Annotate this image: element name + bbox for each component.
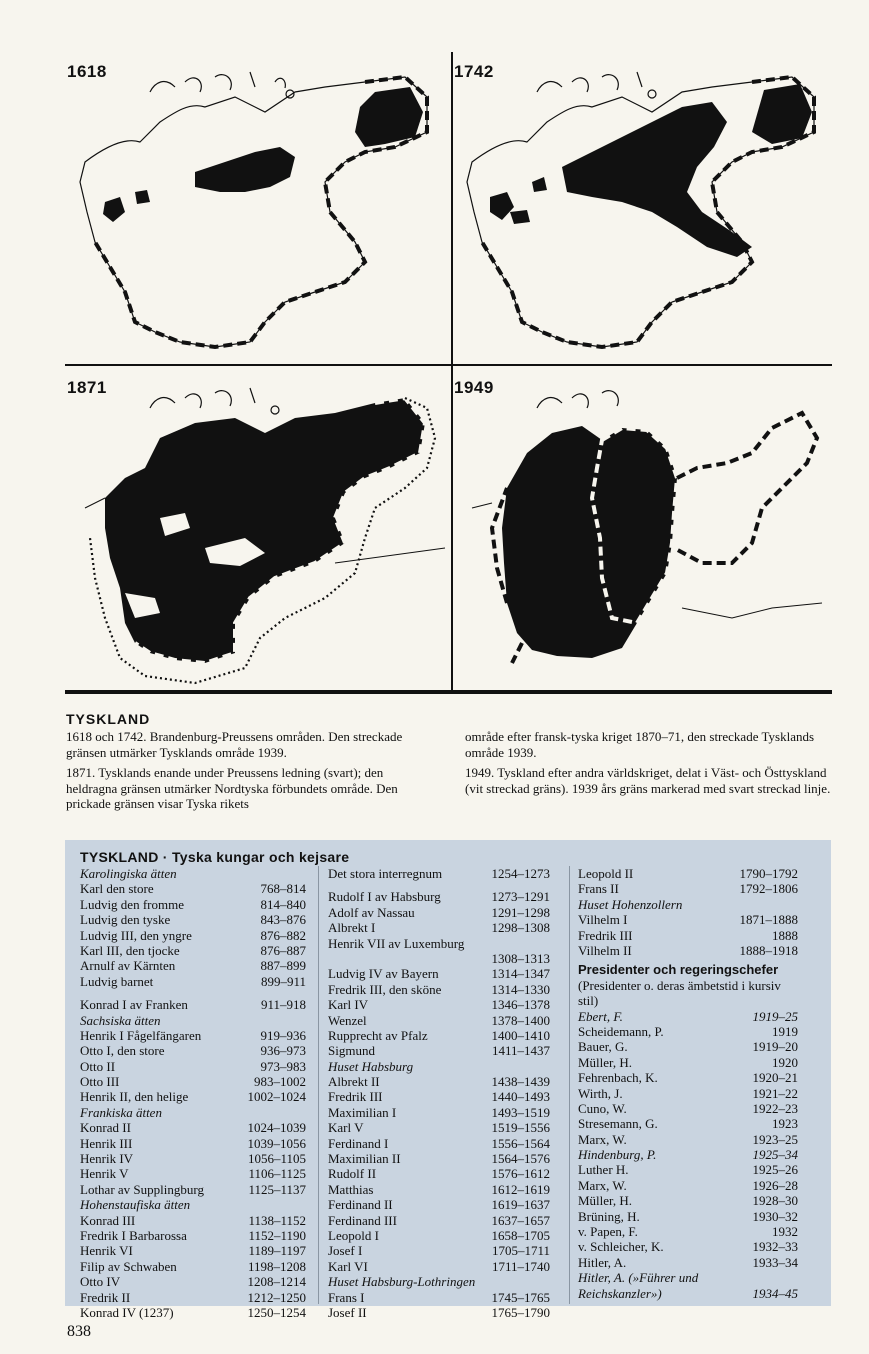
- ruler-name: Fredrik III: [328, 1089, 383, 1105]
- ruler-row: [578, 1101, 798, 1116]
- ruler-years: 1934–45: [752, 1285, 798, 1301]
- ruler-years: 1919: [772, 1023, 798, 1039]
- ruler-row: [328, 1197, 550, 1212]
- ruler-years: 1612–1619: [491, 1181, 550, 1197]
- ruler-years: 1208–1214: [247, 1274, 306, 1290]
- ruler-name: v. Papen, F.: [578, 1224, 638, 1240]
- caption-paragraph: 1871. Tysklands enande under Preussens ledning (svart); den heldragna gränsen utmärker Nordtyska förbundets område. Den prickade gränsen visar Tyska rikets: [66, 765, 398, 811]
- ruler-row: [80, 1228, 306, 1243]
- ruler-years: 1922–23: [752, 1100, 798, 1116]
- ruler-name: Sigmund: [328, 1043, 375, 1059]
- ruler-years: 1308–1313: [491, 950, 550, 966]
- ruler-name: Ferdinand III: [328, 1212, 397, 1228]
- ruler-years: 1925–34: [752, 1147, 798, 1163]
- ruler-name: Henrik IV: [80, 1151, 134, 1167]
- ruler-row: [328, 920, 550, 935]
- map-grid: [65, 52, 832, 692]
- ruler-row: [80, 943, 306, 958]
- ruler-years: 1930–32: [752, 1208, 798, 1224]
- ruler-years: 1438–1439: [491, 1074, 550, 1090]
- ruler-name: Karl den store: [80, 881, 154, 897]
- ruler-name: Karl III, den tjocke: [80, 942, 180, 958]
- ruler-name: Hindenburg, P.: [578, 1147, 657, 1163]
- ruler-years: 1378–1400: [491, 1012, 550, 1028]
- ruler-name: Henrik III: [80, 1135, 133, 1151]
- map-1949: [452, 368, 835, 686]
- table-title: TYSKLAND · Tyska kungar och kejsare: [80, 849, 350, 865]
- ruler-row: [578, 1286, 798, 1301]
- ruler-years: 1765–1790: [491, 1304, 550, 1320]
- ruler-name: Reichskanzler»): [578, 1285, 662, 1301]
- ruler-row: [328, 1228, 550, 1243]
- ruler-row: [328, 1166, 550, 1181]
- dynasty-heading: [80, 866, 306, 881]
- ruler-name: Ludvig IV av Bayern: [328, 966, 439, 982]
- ruler-row: [80, 1151, 306, 1166]
- ruler-years: 1705–1711: [491, 1243, 550, 1259]
- ruler-years: 983–1002: [254, 1074, 306, 1090]
- ruler-row: [80, 1136, 306, 1151]
- ruler-row: [578, 1116, 798, 1131]
- ruler-row: [80, 1182, 306, 1197]
- ruler-row: [578, 1239, 798, 1254]
- ruler-name: Otto IV: [80, 1274, 121, 1290]
- ruler-years: 1273–1291: [491, 889, 550, 905]
- ruler-name: Henrik VI: [80, 1243, 133, 1259]
- map-year-label: 1618: [67, 62, 107, 81]
- ruler-row: [80, 1059, 306, 1074]
- ruler-years: 1919–25: [752, 1008, 798, 1024]
- ruler-name: Fredrik III, den sköne: [328, 981, 442, 997]
- ruler-name: Müller, H.: [578, 1193, 632, 1209]
- ruler-row: [328, 866, 550, 881]
- ruler-name: v. Schleicher, K.: [578, 1239, 664, 1255]
- dynasty-heading: [80, 1105, 306, 1120]
- ruler-row: [80, 974, 306, 989]
- ruler-years: 1619–1637: [491, 1197, 550, 1213]
- ruler-name: Konrad III: [80, 1212, 136, 1228]
- ruler-row: [80, 1213, 306, 1228]
- ruler-name: Henrik V: [80, 1166, 129, 1182]
- ruler-years: 1138–1152: [248, 1212, 306, 1228]
- ruler-name: Fredrik I Barbarossa: [80, 1227, 187, 1243]
- ruler-row: [80, 1028, 306, 1043]
- ruler-years: 843–876: [260, 912, 306, 928]
- caption-heading: TYSKLAND: [66, 711, 151, 727]
- ruler-name: Rupprecht av Pfalz: [328, 1027, 428, 1043]
- ruler-years: 1002–1024: [247, 1089, 306, 1105]
- ruler-row: [80, 1305, 306, 1320]
- ruler-years: 1346–1378: [491, 997, 550, 1013]
- ruler-years: 1926–28: [752, 1177, 798, 1193]
- map-1742: [452, 52, 835, 370]
- ruler-years: 1411–1437: [491, 1043, 550, 1059]
- ruler-name: Filip av Schwaben: [80, 1258, 177, 1274]
- map-year-label: 1949: [454, 378, 494, 397]
- caption-paragraph: 1949. Tyskland efter andra världskriget, delat i Väst- och Östtyskland (vit streckad gräns). 1939 års gräns markerad med svart streckad linje.: [465, 765, 831, 796]
- ruler-years: 1152–1190: [248, 1227, 306, 1243]
- ruler-row: [328, 1013, 550, 1028]
- ruler-years: 1125–1137: [248, 1181, 306, 1197]
- ruler-name: Det stora interregnum: [328, 866, 443, 881]
- ruler-row: [328, 1136, 550, 1151]
- ruler-row: [328, 1259, 550, 1274]
- ruler-row: [328, 1305, 550, 1320]
- ruler-years: 1711–1740: [491, 1258, 550, 1274]
- ruler-row: [328, 1043, 550, 1058]
- ruler-row: [578, 1070, 798, 1085]
- ruler-row: [578, 1224, 798, 1239]
- ruler-years: 1871–1888: [739, 912, 798, 928]
- map-1618: [65, 52, 448, 370]
- ruler-row: [578, 1009, 798, 1024]
- ruler-name: Frans II: [578, 881, 619, 897]
- ruler-name: Ludvig barnet: [80, 973, 154, 989]
- ruler-row: [328, 1105, 550, 1120]
- table-column-1: [80, 866, 306, 1320]
- ruler-row: [328, 982, 550, 997]
- ruler-years: 919–936: [260, 1027, 306, 1043]
- ruler-row: [328, 1074, 550, 1089]
- ruler-row: [80, 1290, 306, 1305]
- ruler-years: 899–911: [260, 973, 306, 989]
- ruler-row: [328, 1213, 550, 1228]
- ruler-years: 1189–1197: [248, 1243, 306, 1259]
- presidents-note: (Presidenter o. deras ämbetstid i kursiv stil): [578, 977, 781, 1009]
- ruler-name: Frans I: [328, 1289, 365, 1305]
- ruler-years: 1250–1254: [247, 1304, 306, 1320]
- ruler-row: [578, 1132, 798, 1147]
- ruler-row: [578, 1255, 798, 1270]
- ruler-name: Scheidemann, P.: [578, 1023, 664, 1039]
- ruler-years: 876–882: [260, 927, 306, 943]
- ruler-row: [80, 1259, 306, 1274]
- ruler-row: [80, 912, 306, 927]
- map-1949-drawing: [452, 368, 835, 686]
- ruler-years: 1745–1765: [491, 1289, 550, 1305]
- ruler-row: [578, 1193, 798, 1208]
- ruler-years: 1790–1792: [739, 866, 798, 881]
- ruler-name: Huset Habsburg-Lothringen: [328, 1274, 476, 1290]
- ruler-row: [80, 1243, 306, 1258]
- map-divider-vertical: [451, 52, 453, 692]
- ruler-name: Cuno, W.: [578, 1100, 627, 1116]
- map-1871: [65, 368, 448, 686]
- table-column-3: [578, 866, 798, 1301]
- ruler-row: [80, 897, 306, 912]
- ruler-years: 1637–1657: [491, 1212, 550, 1228]
- ruler-years: 1888–1918: [739, 942, 798, 958]
- ruler-years: 911–918: [260, 997, 306, 1013]
- ruler-years: 1314–1347: [491, 966, 550, 982]
- caption-right: [465, 729, 831, 801]
- ruler-row: [578, 881, 798, 896]
- ruler-years: 1564–1576: [491, 1151, 550, 1167]
- ruler-name: Rudolf II: [328, 1166, 377, 1182]
- ruler-years: 1212–1250: [247, 1289, 306, 1305]
- ruler-years: 936–973: [260, 1043, 306, 1059]
- ruler-row: [80, 1274, 306, 1289]
- dynasty-heading: [80, 1013, 306, 1028]
- ruler-name: Fredrik II: [80, 1289, 131, 1305]
- ruler-name: Vilhelm I: [578, 912, 628, 928]
- ruler-row: [328, 905, 550, 920]
- ruler-name: Wenzel: [328, 1012, 367, 1028]
- ruler-years: 887–899: [260, 958, 306, 974]
- ruler-row: [328, 1243, 550, 1258]
- ruler-name: Karolingiska ätten: [80, 866, 177, 881]
- ruler-years: 1932: [772, 1224, 798, 1240]
- hohenzollern-list: [578, 866, 798, 958]
- ruler-name: Stresemann, G.: [578, 1116, 658, 1132]
- ruler-row: [578, 1178, 798, 1193]
- ruler-row: [80, 997, 306, 1012]
- ruler-years: 1933–34: [752, 1254, 798, 1270]
- ruler-name: Albrekt II: [328, 1074, 380, 1090]
- ruler-years: 1400–1410: [491, 1027, 550, 1043]
- ruler-years: 973–983: [260, 1058, 306, 1074]
- ruler-row: [80, 1074, 306, 1089]
- ruler-years: 1928–30: [752, 1193, 798, 1209]
- ruler-years: 1493–1519: [491, 1104, 550, 1120]
- ruler-years: 1925–26: [752, 1162, 798, 1178]
- ruler-years: 1056–1105: [247, 1151, 306, 1167]
- ruler-name: Müller, H.: [578, 1054, 632, 1070]
- table-column-2: [328, 866, 550, 1320]
- ruler-years: 814–840: [260, 896, 306, 912]
- caption-paragraph: 1618 och 1742. Brandenburg-Preussens områden. Den streckade gränsen utmärker Tysklands område 1939.: [66, 729, 403, 760]
- ruler-row: [578, 1024, 798, 1039]
- ruler-row: [578, 1209, 798, 1224]
- ruler-name: Maximilian I: [328, 1104, 397, 1120]
- ruler-name: Fehrenbach, K.: [578, 1070, 658, 1086]
- ruler-name: Wirth, J.: [578, 1085, 623, 1101]
- ruler-row: [80, 958, 306, 973]
- presidents-list: [578, 1009, 798, 1301]
- ruler-name: Sachsiska ätten: [80, 1012, 161, 1028]
- ruler-name: Bauer, G.: [578, 1039, 628, 1055]
- spacer: [80, 989, 306, 997]
- ruler-row: [328, 1290, 550, 1305]
- ruler-name: Vilhelm II: [578, 942, 632, 958]
- ruler-years: 1923: [772, 1116, 798, 1132]
- dynasty-heading: [80, 1197, 306, 1212]
- page-number: 838: [67, 1323, 91, 1340]
- ruler-name: Karl IV: [328, 997, 369, 1013]
- ruler-row: [328, 1028, 550, 1043]
- ruler-years: 1576–1612: [491, 1166, 550, 1182]
- map-1618-drawing: [65, 52, 448, 362]
- presidents-heading: Presidenter och regeringschefer: [578, 962, 779, 978]
- ruler-name: Josef II: [328, 1304, 367, 1320]
- ruler-years: 1932–33: [752, 1239, 798, 1255]
- ruler-name: Huset Habsburg: [328, 1058, 414, 1074]
- ruler-years: 1920: [772, 1054, 798, 1070]
- ruler-years: 1792–1806: [739, 881, 798, 897]
- ruler-row: [328, 1089, 550, 1104]
- ruler-years: 1923–25: [752, 1131, 798, 1147]
- ruler-row: [578, 1270, 798, 1285]
- ruler-row: [328, 997, 550, 1012]
- ruler-name: Hitler, A.: [578, 1254, 627, 1270]
- dynasty-heading: [328, 1274, 550, 1289]
- ruler-row: [328, 951, 550, 966]
- ruler-row: [328, 936, 550, 951]
- ruler-years: 1254–1273: [491, 866, 550, 881]
- caption-left: [66, 729, 421, 817]
- caption-paragraph: område efter fransk-tyska kriget 1870–71, den streckade Tysklands område 1939.: [465, 729, 815, 760]
- ruler-years: 1314–1330: [491, 981, 550, 997]
- dynasty-heading: [328, 1059, 550, 1074]
- map-1871-drawing: [65, 368, 448, 686]
- ruler-row: [328, 966, 550, 981]
- ruler-years: 1920–21: [752, 1070, 798, 1086]
- ruler-row: [328, 1182, 550, 1197]
- ruler-row: [80, 1089, 306, 1104]
- ruler-name: Huset Hohenzollern: [578, 896, 683, 912]
- ruler-row: [80, 881, 306, 896]
- ruler-row: [328, 1151, 550, 1166]
- ruler-years: 1919–20: [752, 1039, 798, 1055]
- ruler-name: Marx, W.: [578, 1131, 627, 1147]
- ruler-row: [328, 1120, 550, 1135]
- ruler-name: Henrik VII av Luxemburg: [328, 935, 465, 951]
- ruler-name: Otto II: [80, 1058, 116, 1074]
- ruler-years: 1198–1208: [247, 1258, 306, 1274]
- ruler-name: Maximilian II: [328, 1151, 401, 1167]
- ruler-name: Karl VI: [328, 1258, 368, 1274]
- caption-rule: [65, 690, 832, 694]
- ruler-name: Konrad II: [80, 1120, 131, 1136]
- ruler-years: 1921–22: [752, 1085, 798, 1101]
- ruler-name: Konrad I av Franken: [80, 997, 188, 1013]
- ruler-row: [80, 928, 306, 943]
- ruler-years: 1291–1298: [491, 904, 550, 920]
- ruler-name: Albrekt I: [328, 920, 376, 936]
- ruler-name: Josef I: [328, 1243, 363, 1259]
- ruler-name: Henrik II, den helige: [80, 1089, 189, 1105]
- ruler-name: Hohenstaufiska ätten: [80, 1197, 191, 1213]
- dynasty-heading: [578, 897, 798, 912]
- ruler-years: 1440–1493: [491, 1089, 550, 1105]
- map-1742-drawing: [452, 52, 835, 362]
- ruler-name: Ludvig den fromme: [80, 896, 184, 912]
- ruler-name: Otto I, den store: [80, 1043, 165, 1059]
- ruler-name: Lothar av Supplingburg: [80, 1181, 204, 1197]
- ruler-years: 1106–1125: [248, 1166, 306, 1182]
- ruler-row: [578, 943, 798, 958]
- ruler-row: [80, 1120, 306, 1135]
- ruler-years: 876–887: [260, 942, 306, 958]
- ruler-row: [578, 866, 798, 881]
- ruler-years: 768–814: [260, 881, 306, 897]
- column-divider: [318, 866, 319, 1304]
- map-divider-horizontal: [65, 364, 832, 366]
- ruler-row: [578, 928, 798, 943]
- ruler-name: Ludvig III, den yngre: [80, 927, 192, 943]
- ruler-row: [578, 1147, 798, 1162]
- ruler-years: 1298–1308: [491, 920, 550, 936]
- ruler-name: Luther H.: [578, 1162, 629, 1178]
- ruler-row: [578, 1162, 798, 1177]
- ruler-years: 1519–1556: [491, 1120, 550, 1136]
- map-year-label: 1871: [67, 378, 107, 397]
- ruler-name: Adolf av Nassau: [328, 904, 415, 920]
- ruler-name: Marx, W.: [578, 1177, 627, 1193]
- ruler-name: Ludvig den tyske: [80, 912, 171, 928]
- map-year-label: 1742: [454, 62, 494, 81]
- ruler-row: [328, 889, 550, 904]
- ruler-name: Fredrik III: [578, 927, 633, 943]
- ruler-name: Leopold I: [328, 1227, 379, 1243]
- ruler-row: [80, 1043, 306, 1058]
- ruler-years: 1024–1039: [247, 1120, 306, 1136]
- ruler-name: Matthias: [328, 1181, 374, 1197]
- ruler-row: [578, 1086, 798, 1101]
- ruler-name: Arnulf av Kärnten: [80, 958, 176, 974]
- ruler-years: 1556–1564: [491, 1135, 550, 1151]
- ruler-name: Leopold II: [578, 866, 634, 881]
- ruler-name: Ferdinand I: [328, 1135, 389, 1151]
- column-divider: [569, 866, 570, 1304]
- ruler-name: Hitler, A. (»Führer und: [578, 1270, 699, 1286]
- ruler-name: Rudolf I av Habsburg: [328, 889, 441, 905]
- ruler-row: [578, 1055, 798, 1070]
- spacer: [328, 881, 550, 889]
- ruler-name: Konrad IV (1237): [80, 1304, 174, 1320]
- ruler-row: [80, 1166, 306, 1181]
- ruler-years: 1658–1705: [491, 1227, 550, 1243]
- ruler-name: Karl V: [328, 1120, 364, 1136]
- ruler-years: 1888: [772, 927, 798, 943]
- ruler-name: Otto III: [80, 1074, 120, 1090]
- ruler-name: Brüning, H.: [578, 1208, 640, 1224]
- ruler-row: [578, 912, 798, 927]
- ruler-name: Ferdinand II: [328, 1197, 393, 1213]
- ruler-name: Frankiska ätten: [80, 1104, 162, 1120]
- ruler-row: [578, 1039, 798, 1054]
- ruler-name: Ebert, F.: [578, 1008, 623, 1024]
- ruler-years: 1039–1056: [247, 1135, 306, 1151]
- ruler-name: Henrik I Fågelfängaren: [80, 1027, 202, 1043]
